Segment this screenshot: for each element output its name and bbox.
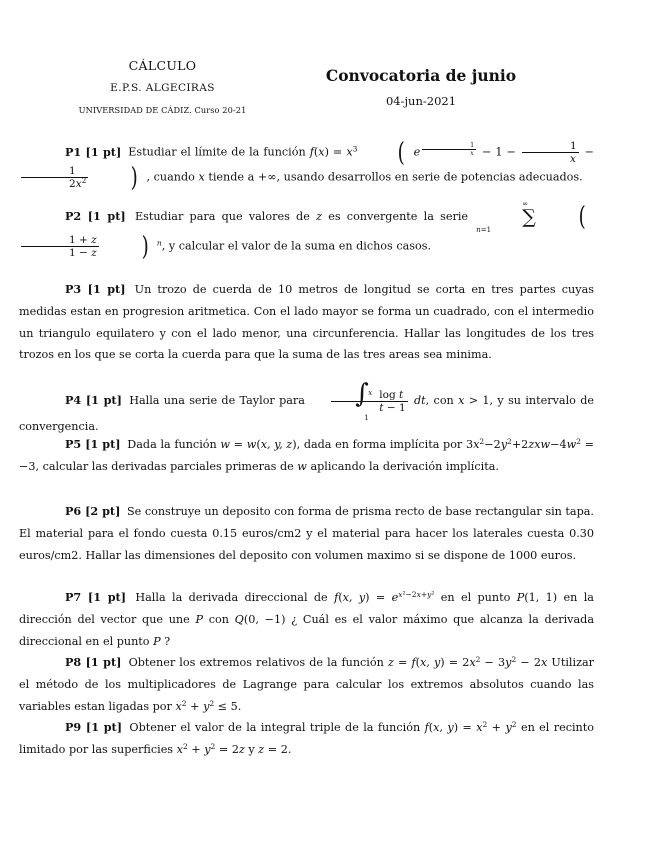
problem-6: P6 [2 pt] Se construye un deposito con forma de prisma recto de base rectangular sin tapa. El material para el fondo cuesta 0.15 euros/cm2 y el material para hacer los laterales cuesta 0.30 euros/cm2. Hallar las dimensiones del deposito con volumen maximo si se dispone de 1000 euros. bbox=[19, 504, 594, 562]
problem-2: P2 [1 pt] Estudiar para que valores de z es convergente la serie ∞ ∑ n=1 ( $\frac{1 + z}{1 - z}$ ) $^n$, y calcular el valor de la suma en dichos casos. bbox=[19, 200, 594, 259]
institution-header bbox=[60, 58, 265, 115]
exam-date: 04-jun-2021 bbox=[385, 94, 457, 108]
problem-label: P3 [1 pt] bbox=[65, 282, 126, 296]
problem-label: P7 [1 pt] bbox=[65, 590, 126, 604]
exam-header bbox=[310, 66, 532, 108]
problem-9: P9 [1 pt] Obtener el valor de la integral triple de la función f(x, $y) = x^2 + y^2$ en el recinto limitado por las superficies $x^2 + y^2 = 2z$ y z = 2. bbox=[19, 720, 594, 756]
problem-label: P9 [1 pt] bbox=[65, 720, 123, 734]
problem-label: P6 [2 pt] bbox=[65, 504, 121, 518]
problem-4: P4 [1 pt] Halla una serie de Taylor para ∫ x 1 $\frac{\text{log t}}{t - 1}$ dt, con x > 1, y su intervalo de convergencia. bbox=[19, 379, 594, 433]
problem-label: P2 [1 pt] bbox=[65, 209, 126, 223]
problem-3: P3 [1 pt] Un trozo de cuerda de 10 metros de longitud se corta en tres partes cuyas medidas estan en progresion aritmetica. Con el lado mayor se forma un cuadrado, con el intermedio un triangulo equilatero y con el lado menor, una circunferencia. Hallar las longitudes de los tres trozos en los que se corta la cuerda para que la suma de las tres areas sea minima. bbox=[19, 282, 594, 362]
problem-label: P5 [1 pt] bbox=[65, 437, 121, 451]
school-name: E.P.S. ALGECIRAS bbox=[110, 82, 215, 94]
problem-5: P5 [1 pt] Dada la función w = w(x, y, z), dada en forma implícita por $3x^2-2y^2+2zxw-4w^2 = -3$, calcular las derivadas parciales primeras de w aplicando la derivación implícita. bbox=[19, 437, 595, 473]
problem-label: P4 [1 pt] bbox=[65, 393, 122, 407]
problem-1: P1 [1 pt] Estudiar el límite de la función $f(x) = x^3$ ( e $^{\frac{1}{x}}$ − 1 − $\frac{1}{x}$ − $\frac{1}{2x^2}$ ) , cuando x tiende a +∞, usando desarrollos en serie de potencias adecuados. bbox=[19, 140, 594, 190]
exam-title: Convocatoria de junio bbox=[325, 66, 517, 85]
formula: f bbox=[309, 145, 314, 159]
problem-8: P8 [1 pt] Obtener los extremos relativos de la función z = f(x, $y) = 2x^2 - 3y^2 - 2x$ Utilizar el método de los multiplicadores de Lagrange para calcular los extremos absolutos cuando las variables estan ligadas por $x^2 + y^2 \le 5$. bbox=[19, 655, 594, 713]
course-name: CÁLCULO bbox=[128, 58, 197, 73]
university-course: UNIVERSIDAD DE CÁDIZ. Curso 20-21 bbox=[78, 105, 247, 115]
problem-label: P8 [1 pt] bbox=[65, 655, 122, 669]
integral-sign: ∫ x 1 bbox=[355, 379, 373, 422]
problem-label: P1 [1 pt] bbox=[65, 144, 122, 159]
problem-7: P7 [1 pt] Halla la derivada direccional de f(x, $y) = e^{x^2-2x+y^2}$ en el punto P(1, 1) en la dirección del vector que une P con Q(0, −1) ¿ Cuál es el valor máximo que alcanza la derivada direccional en el punto P ? bbox=[19, 590, 595, 648]
series-sum: ∞ ∑ n=1 bbox=[476, 200, 536, 234]
